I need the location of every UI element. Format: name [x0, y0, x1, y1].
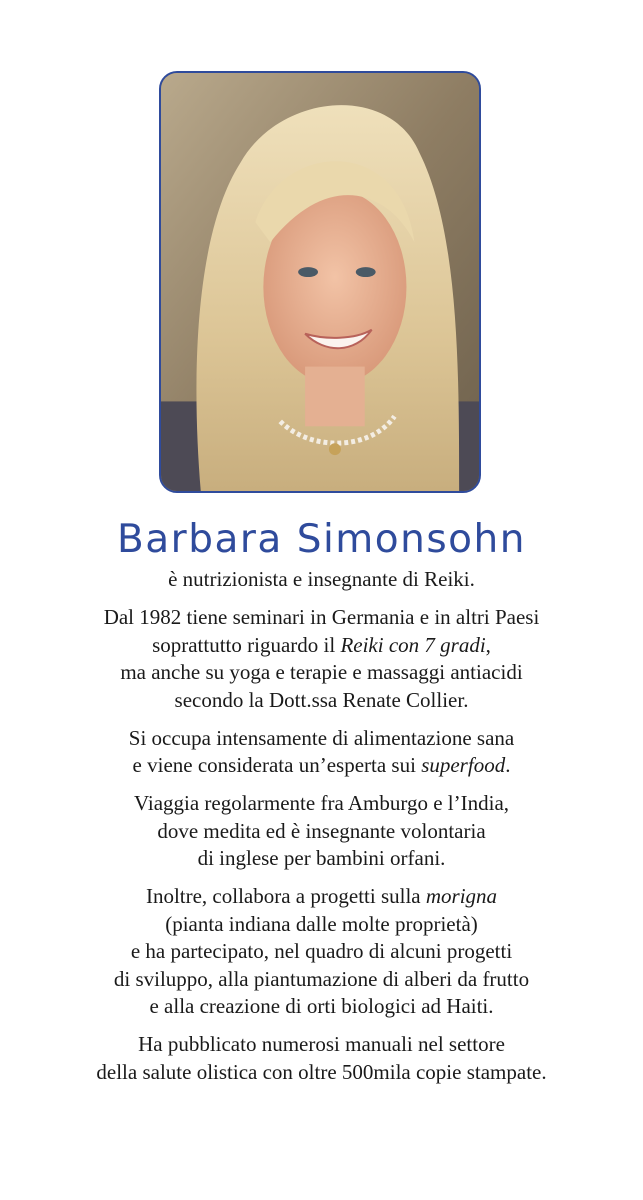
bio-line: e alla creazione di orti biologici ad Haiti. [149, 994, 494, 1018]
author-portrait-image [161, 73, 479, 491]
bio-line [0, 632, 643, 660]
bio-line: dove medita ed è insegnante volontaria [157, 818, 486, 843]
bio-text: . [505, 753, 511, 777]
bio-line [0, 883, 643, 911]
author-name: Barbara Simonsohn [117, 517, 526, 562]
bio-emphasis: Reiki con 7 gradi [340, 632, 486, 657]
bio-line: Si occupa intensamente di alimentazione sana [128, 725, 515, 750]
bio-text: , [485, 632, 491, 657]
bio-line: e ha partecipato, nel quadro di alcuni progetti [130, 939, 513, 963]
bio-paragraph [0, 883, 643, 1021]
bio-line [0, 752, 643, 780]
bio-line: secondo la Dott.ssa Renate Collier. [174, 687, 469, 712]
bio-line: Dal 1982 tiene seminari in Germania e in altri Paesi [103, 605, 540, 629]
bio-paragraph [0, 1031, 643, 1086]
bio-line: di inglese per bambini orfani. [197, 846, 446, 870]
bio-paragraph [0, 566, 643, 594]
bio-paragraph [0, 725, 643, 780]
bio-line: di sviluppo, alla piantumazione di alberi da frutto [113, 966, 530, 991]
author-bio [0, 566, 643, 1097]
bio-line: Ha pubblicato numerosi manuali nel settore [138, 1032, 505, 1056]
bio-paragraph [0, 790, 643, 873]
bio-line: ma anche su yoga e terapie e massaggi antiacidi [120, 660, 523, 684]
bio-text: e viene considerata un’esperta sui [132, 753, 422, 777]
bio-text: soprattutto riguardo il [152, 632, 341, 657]
bio-text: Inoltre, collabora a progetti sulla [145, 884, 426, 908]
bio-paragraph [0, 604, 643, 714]
author-photo [159, 71, 481, 493]
bio-emphasis: morigna [425, 884, 498, 908]
bio-line: (pianta indiana dalle molte proprietà) [165, 911, 478, 936]
bio-emphasis: superfood [421, 753, 506, 777]
bio-line: è nutrizionista e insegnante di Reiki. [168, 567, 475, 591]
bio-line: Viaggia regolarmente fra Amburgo e l’India, [133, 791, 510, 815]
bio-line: della salute olistica con oltre 500mila copie stampate. [96, 1059, 547, 1084]
